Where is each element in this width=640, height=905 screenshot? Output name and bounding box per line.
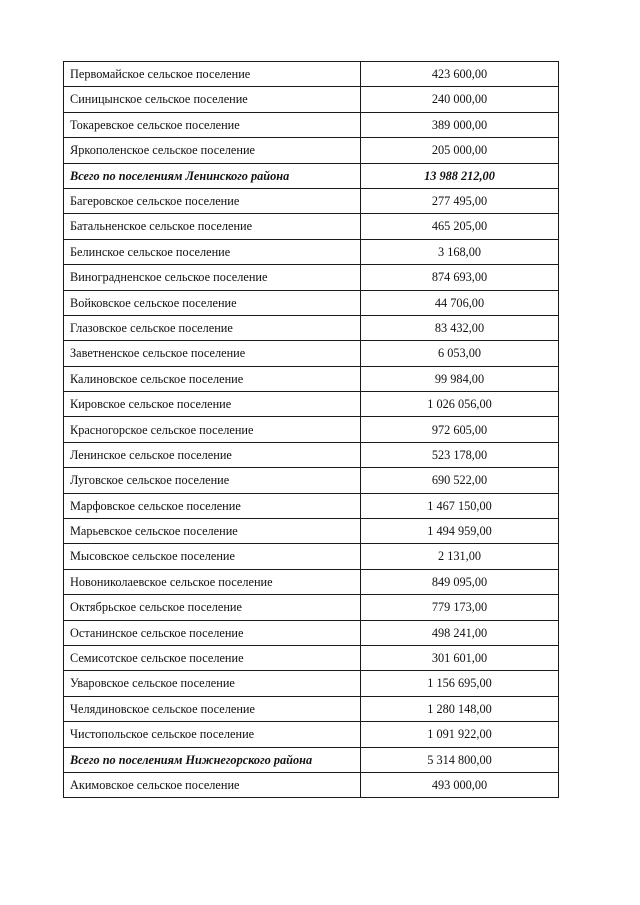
table-row bbox=[64, 493, 559, 518]
settlement-name-cell: Новониколаевское сельское поселение bbox=[64, 569, 361, 594]
amount-cell: 99 984,00 bbox=[361, 366, 559, 391]
amount-cell: 44 706,00 bbox=[361, 290, 559, 315]
amount-cell: 1 156 695,00 bbox=[361, 671, 559, 696]
table-row bbox=[64, 87, 559, 112]
settlement-name-cell: Кировское сельское поселение bbox=[64, 392, 361, 417]
settlement-name-cell: Глазовское сельское поселение bbox=[64, 315, 361, 340]
settlement-name-cell: Ленинское сельское поселение bbox=[64, 442, 361, 467]
settlement-name-cell: Токаревское сельское поселение bbox=[64, 112, 361, 137]
table-row bbox=[64, 214, 559, 239]
settlement-name-cell: Марфовское сельское поселение bbox=[64, 493, 361, 518]
settlement-name-cell: Калиновское сельское поселение bbox=[64, 366, 361, 391]
amount-cell: 874 693,00 bbox=[361, 265, 559, 290]
amount-cell: 690 522,00 bbox=[361, 468, 559, 493]
settlement-name-cell: Яркополенское сельское поселение bbox=[64, 138, 361, 163]
settlement-name-cell: Мысовское сельское поселение bbox=[64, 544, 361, 569]
district-total-label: Всего по поселениям Ленинского района bbox=[64, 163, 361, 188]
table-row bbox=[64, 417, 559, 442]
settlement-name-cell: Виноградненское сельское поселение bbox=[64, 265, 361, 290]
table-row bbox=[64, 112, 559, 137]
settlement-name-cell: Батальненское сельское поселение bbox=[64, 214, 361, 239]
table-row bbox=[64, 696, 559, 721]
settlement-name-cell: Челядиновское сельское поселение bbox=[64, 696, 361, 721]
amount-cell: 849 095,00 bbox=[361, 569, 559, 594]
district-total-amount: 13 988 212,00 bbox=[361, 163, 559, 188]
settlement-name-cell: Заветненское сельское поселение bbox=[64, 341, 361, 366]
table-row bbox=[64, 62, 559, 87]
amount-cell: 301 601,00 bbox=[361, 645, 559, 670]
amount-cell: 1 467 150,00 bbox=[361, 493, 559, 518]
district-total-label: Всего по поселениям Нижнегорского района bbox=[64, 747, 361, 772]
table-row bbox=[64, 772, 559, 797]
settlement-name-cell: Октябрьское сельское поселение bbox=[64, 595, 361, 620]
table-row bbox=[64, 265, 559, 290]
table-row bbox=[64, 468, 559, 493]
table-row bbox=[64, 341, 559, 366]
table-row bbox=[64, 620, 559, 645]
table-row bbox=[64, 544, 559, 569]
settlement-name-cell: Белинское сельское поселение bbox=[64, 239, 361, 264]
settlement-name-cell: Акимовское сельское поселение bbox=[64, 772, 361, 797]
table-row bbox=[64, 290, 559, 315]
settlements-table bbox=[63, 61, 559, 798]
settlement-name-cell: Синицынское сельское поселение bbox=[64, 87, 361, 112]
amount-cell: 240 000,00 bbox=[361, 87, 559, 112]
settlement-name-cell: Семисотское сельское поселение bbox=[64, 645, 361, 670]
amount-cell: 2 131,00 bbox=[361, 544, 559, 569]
amount-cell: 3 168,00 bbox=[361, 239, 559, 264]
amount-cell: 493 000,00 bbox=[361, 772, 559, 797]
amount-cell: 423 600,00 bbox=[361, 62, 559, 87]
settlement-name-cell: Марьевское сельское поселение bbox=[64, 519, 361, 544]
table-row bbox=[64, 442, 559, 467]
settlement-name-cell: Войковское сельское поселение bbox=[64, 290, 361, 315]
settlements-table-body bbox=[64, 62, 559, 798]
amount-cell: 6 053,00 bbox=[361, 341, 559, 366]
amount-cell: 523 178,00 bbox=[361, 442, 559, 467]
table-row bbox=[64, 722, 559, 747]
table-row bbox=[64, 519, 559, 544]
amount-cell: 465 205,00 bbox=[361, 214, 559, 239]
amount-cell: 498 241,00 bbox=[361, 620, 559, 645]
amount-cell: 1 494 959,00 bbox=[361, 519, 559, 544]
district-total-row bbox=[64, 747, 559, 772]
amount-cell: 277 495,00 bbox=[361, 188, 559, 213]
table-row bbox=[64, 188, 559, 213]
table-row bbox=[64, 239, 559, 264]
district-total-row bbox=[64, 163, 559, 188]
amount-cell: 389 000,00 bbox=[361, 112, 559, 137]
amount-cell: 779 173,00 bbox=[361, 595, 559, 620]
settlement-name-cell: Луговское сельское поселение bbox=[64, 468, 361, 493]
amount-cell: 83 432,00 bbox=[361, 315, 559, 340]
amount-cell: 1 091 922,00 bbox=[361, 722, 559, 747]
table-row bbox=[64, 671, 559, 696]
table-row bbox=[64, 645, 559, 670]
settlement-name-cell: Уваровское сельское поселение bbox=[64, 671, 361, 696]
table-row bbox=[64, 315, 559, 340]
amount-cell: 205 000,00 bbox=[361, 138, 559, 163]
settlement-name-cell: Чистопольское сельское поселение bbox=[64, 722, 361, 747]
table-row bbox=[64, 366, 559, 391]
amount-cell: 972 605,00 bbox=[361, 417, 559, 442]
table-row bbox=[64, 595, 559, 620]
settlement-name-cell: Багеровское сельское поселение bbox=[64, 188, 361, 213]
settlement-name-cell: Первомайское сельское поселение bbox=[64, 62, 361, 87]
table-row bbox=[64, 392, 559, 417]
settlement-name-cell: Останинское сельское поселение bbox=[64, 620, 361, 645]
settlement-name-cell: Красногорское сельское поселение bbox=[64, 417, 361, 442]
district-total-amount: 5 314 800,00 bbox=[361, 747, 559, 772]
table-row bbox=[64, 138, 559, 163]
amount-cell: 1 280 148,00 bbox=[361, 696, 559, 721]
table-row bbox=[64, 569, 559, 594]
amount-cell: 1 026 056,00 bbox=[361, 392, 559, 417]
